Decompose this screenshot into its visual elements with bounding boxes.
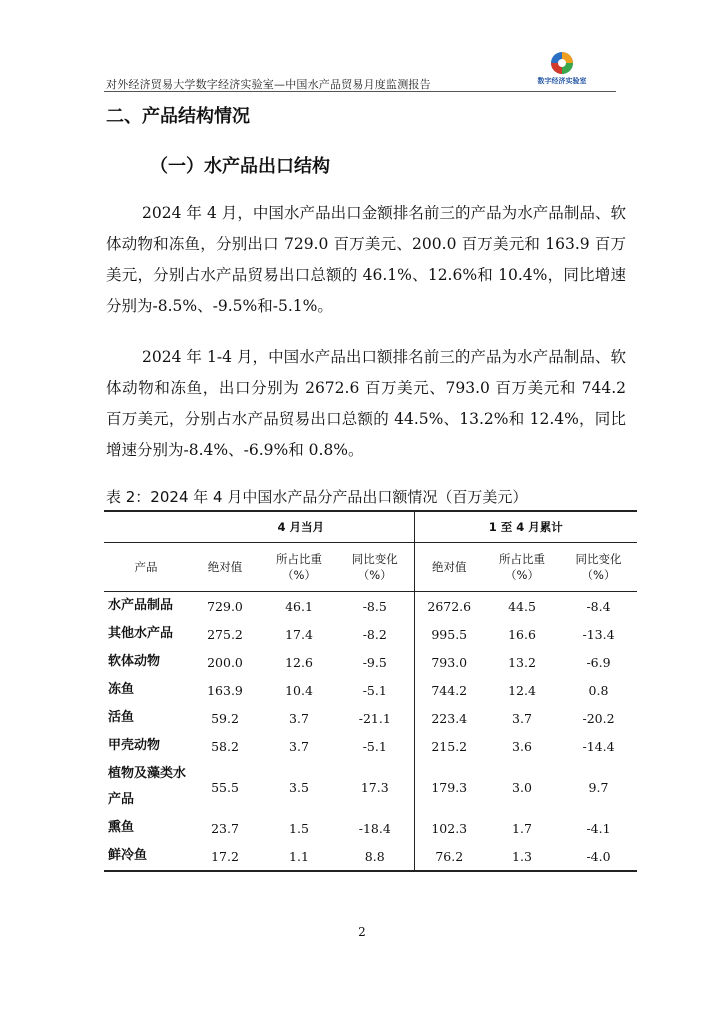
header-blank — [104, 511, 188, 543]
cell: -18.4 — [336, 814, 414, 842]
row-name: 甲壳动物 — [108, 738, 161, 753]
globe-icon — [547, 50, 577, 76]
cell: 744.2 — [431, 682, 468, 698]
table-row — [104, 592, 637, 621]
row-name: 软体动物 — [108, 654, 161, 669]
paragraph-1: 2024 年 4 月，中国水产品出口金额排名前三的产品为水产品制品、软体动物和冻鱼，分别出口 729.0 百万美元、200.0 百万美元和 163.9 百万美元，分别占水产品贸易出口总额的 46.1%、12.6%和 10.4%，同比增速分别为-8.5%、-9.5%和-5.1%。 — [106, 204, 626, 315]
cell: 179.3 — [431, 779, 468, 795]
cell: 200.0 — [207, 654, 243, 670]
cell: 16.6 — [508, 626, 536, 642]
table-caption: 表 2：2024 年 4 月中国水产品分产品出口额情况（百万美元） — [106, 488, 528, 506]
cell: 17.4 — [285, 626, 313, 642]
col-product: 产品 — [104, 543, 188, 592]
table-row — [104, 620, 637, 648]
table-row — [104, 676, 637, 704]
cell: 3.7 — [289, 710, 309, 726]
logo-text: 数字经济实验室 — [537, 77, 587, 85]
cell: 215.2 — [431, 738, 468, 754]
cell: 10.4 — [285, 682, 313, 698]
cell: 8.8 — [336, 842, 414, 871]
cell: 1.1 — [262, 842, 336, 871]
cell: 1.5 — [289, 820, 309, 836]
row-name: 植物及藻类水产品 — [108, 766, 187, 807]
report-header: 对外经济贸易大学数字经济实验室—中国水产品贸易月度监测报告 — [106, 78, 431, 91]
cell: 17.2 — [188, 842, 262, 871]
cell: -8.4 — [586, 598, 611, 614]
table-row — [104, 704, 637, 732]
cell: 17.3 — [336, 760, 414, 814]
cell: -14.4 — [582, 738, 615, 754]
cell: -9.5 — [336, 648, 414, 676]
row-name: 鲜冷鱼 — [104, 842, 188, 871]
paragraph-2: 2024 年 1-4 月，中国水产品出口额排名前三的产品为水产品制品、软体动物和冻鱼，出口分别为 2672.6 百万美元、793.0 百万美元和 744.2 百万美元，分别占水产品贸易出口总额的 44.5%、13.2%和 12.4%，同比增速分别为-8.4%、-6.9%和 0.8%。 — [106, 348, 626, 459]
section-title: 二、产品结构情况 — [106, 106, 250, 127]
table-row — [104, 732, 637, 760]
cell: -8.5 — [336, 592, 414, 621]
row-name: 水产品制品 — [108, 598, 174, 613]
cell: -21.1 — [336, 704, 414, 732]
cell: 1.7 — [512, 820, 532, 836]
table-row — [104, 842, 637, 871]
cell: 223.4 — [431, 710, 468, 726]
cell: 3.5 — [289, 779, 309, 795]
cell: 995.5 — [431, 626, 468, 642]
subsection-title: （一）水产品出口结构 — [150, 156, 330, 177]
cell: 3.6 — [512, 738, 532, 754]
group-cumulative: 1 至 4 月累计 — [414, 511, 637, 543]
cell: 9.7 — [588, 779, 609, 795]
cell: -4.0 — [560, 842, 637, 871]
cell: 12.6 — [285, 654, 313, 670]
cell: 46.1 — [285, 598, 313, 614]
export-table — [104, 510, 637, 872]
col-abs-cum: 绝对值 — [414, 543, 484, 592]
cell: 1.3 — [484, 842, 560, 871]
cell: -5.1 — [336, 732, 414, 760]
cell: 2672.6 — [427, 598, 472, 614]
cell: -8.2 — [336, 620, 414, 648]
cell: 275.2 — [207, 626, 243, 642]
cell: 76.2 — [414, 842, 484, 871]
table-row — [104, 648, 637, 676]
cell: -4.1 — [586, 820, 611, 836]
cell: 729.0 — [207, 598, 243, 614]
col-share: 所占比重（%） — [262, 543, 336, 592]
cell: 58.2 — [211, 738, 239, 754]
header-divider — [104, 91, 616, 92]
cell: 44.5 — [508, 598, 536, 614]
row-name: 熏鱼 — [108, 820, 135, 835]
cell: 3.7 — [512, 710, 532, 726]
cell: 793.0 — [431, 654, 468, 670]
cell: 3.0 — [512, 779, 532, 795]
cell: -20.2 — [582, 710, 615, 726]
cell: 55.5 — [211, 779, 239, 795]
cell: 163.9 — [207, 682, 243, 698]
page-number: 2 — [358, 925, 366, 939]
col-yoy-cum: 同比变化（%） — [560, 543, 637, 592]
col-share-cum: 所占比重（%） — [484, 543, 560, 592]
cell: 0.8 — [588, 682, 609, 698]
cell: 23.7 — [211, 820, 239, 836]
cell: 59.2 — [211, 710, 239, 726]
col-abs: 绝对值 — [188, 543, 262, 592]
row-name: 其他水产品 — [108, 626, 174, 641]
lab-logo — [530, 50, 594, 90]
row-name: 活鱼 — [108, 710, 135, 725]
cell: -13.4 — [582, 626, 615, 642]
group-month: 4 月当月 — [188, 511, 414, 543]
cell: -6.9 — [586, 654, 611, 670]
table-row — [104, 814, 637, 842]
cell: 3.7 — [289, 738, 309, 754]
cell: 12.4 — [508, 682, 536, 698]
cell: -5.1 — [336, 676, 414, 704]
row-name: 冻鱼 — [108, 682, 135, 697]
table-row — [104, 760, 637, 814]
cell: 102.3 — [431, 820, 468, 836]
col-yoy: 同比变化（%） — [336, 543, 414, 592]
cell: 13.2 — [508, 654, 536, 670]
